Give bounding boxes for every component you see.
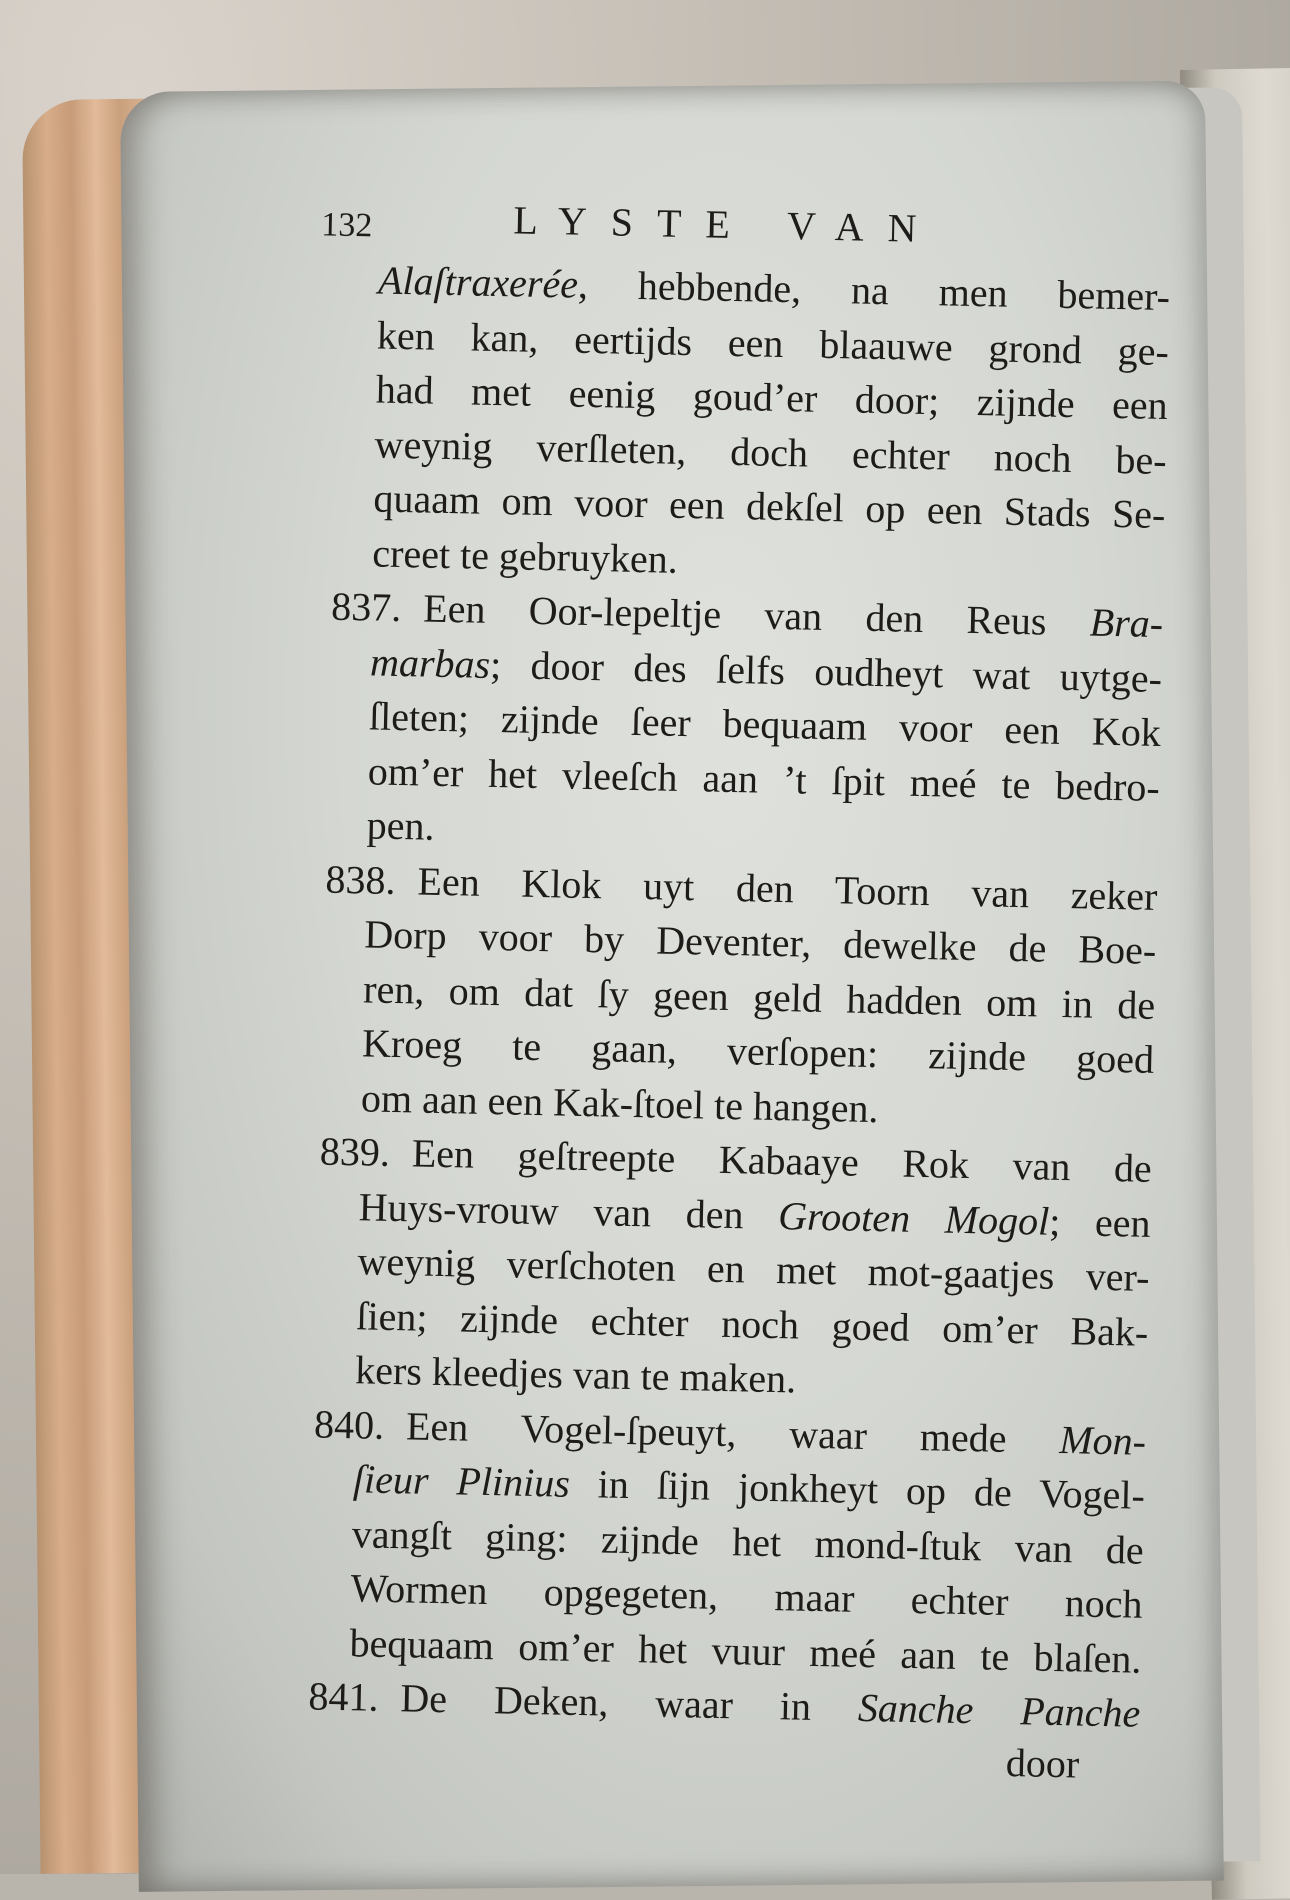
text-line: om aan een Kak-ſtoel te hangen.: [360, 1074, 879, 1131]
text-line: ken kan, eertijds een blaauwe grond ge-: [376, 311, 1170, 374]
page-title: LYSTE VAN: [512, 197, 942, 252]
text-line: ſieur Plinius in ſijn jonkheyt op de Vogel-: [352, 1456, 1146, 1518]
text-line: weynig verſchoten en met mot-gaatjes ver-: [357, 1238, 1150, 1300]
page-number: 132: [320, 206, 373, 245]
text-line: 839. Een geſtreepte Kabaaye Rok van de: [319, 1128, 1153, 1191]
entry-number: 841.: [308, 1673, 379, 1720]
entry-continuation: [204, 250, 1171, 597]
text-line: bequaam om’er het vuur meé aan te blaſen.: [349, 1619, 1142, 1682]
entry-number: 838.: [325, 856, 397, 903]
text-line: pen.: [366, 802, 435, 849]
text-line: 837. Een Oor-lepeltje van den Reus Bra-: [330, 583, 1164, 647]
text-line: kers kleedjes van te maken.: [354, 1347, 797, 1402]
entry-number: 837.: [330, 583, 402, 631]
entry-838: [192, 849, 1157, 1142]
text-line: Kroeg te gaan, verſopen: zijnde goed: [361, 1020, 1155, 1082]
entry-839: [187, 1122, 1152, 1415]
text-line: ren, om dat ſy geen geld hadden om in de: [362, 965, 1156, 1028]
text-line: had met eenig goud’er door; zijnde een: [375, 366, 1169, 429]
text-line: 840. Een Vogel-ſpeuyt, waar mede Mon-: [313, 1400, 1147, 1464]
entry-number: 840.: [313, 1400, 385, 1448]
entry-837: [198, 577, 1163, 870]
page-text: [180, 190, 1172, 1787]
text-line: marbas; door des ſelfs oudheyt wat uytge-: [369, 638, 1163, 701]
catchword: door: [1005, 1739, 1080, 1787]
text-line: ſien; zijnde echter noch goed om’er Bak-: [355, 1292, 1149, 1355]
text-line: Dorp voor by Deventer, dewelke de Boe-: [363, 911, 1157, 973]
entry-number: 839.: [319, 1128, 391, 1175]
text-line: om’er het vleeſch aan ’t ſpit meé te bedro-: [367, 747, 1161, 810]
text-line: Alaſtraxerée, hebbende, na men bemer-: [377, 257, 1171, 320]
text-line: 838. Een Klok uyt den Toorn van zeker: [325, 856, 1158, 919]
text-line: Wormen opgegeten, maar echter noch: [350, 1565, 1144, 1627]
text-line: weynig verſleten, doch echter noch be-: [374, 420, 1168, 483]
text-line: 841. De Deken, waar in Sanche Panche: [308, 1673, 1141, 1736]
text-line: quaam om voor een dekſel op een Stads Se-: [373, 475, 1166, 538]
text-line: creet te gebruyken.: [371, 529, 679, 582]
text-line: ſleten; zijnde ſeer bequaam voor een Kok: [368, 693, 1162, 755]
entry-840: [181, 1394, 1146, 1687]
text-line: Huys-vrouw van den Grooten Mogol; een: [358, 1183, 1152, 1246]
text-line: vangſt ging: zijnde het mond-ſtuk van de: [351, 1510, 1145, 1573]
